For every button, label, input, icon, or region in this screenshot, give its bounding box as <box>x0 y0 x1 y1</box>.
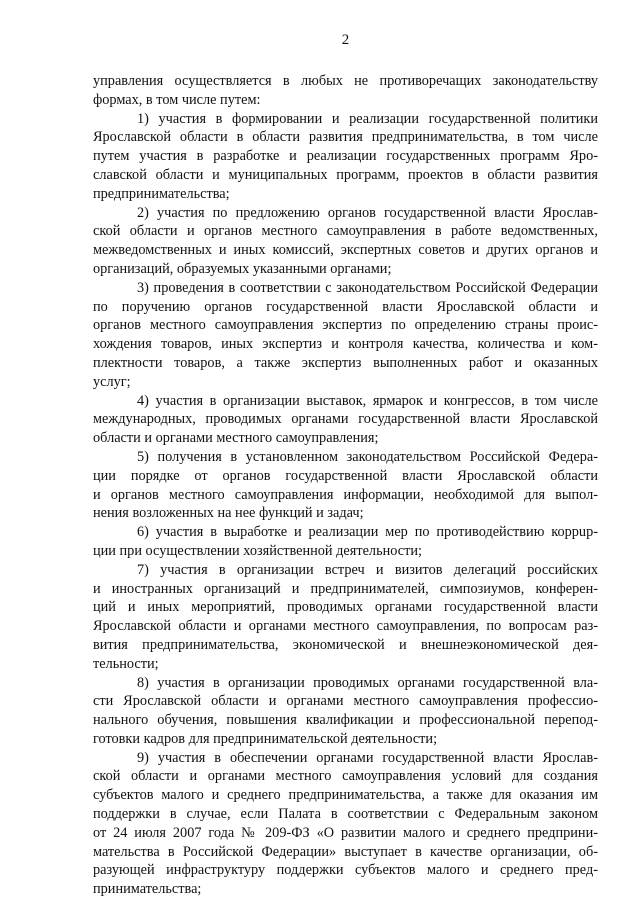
paragraph-line: мательства в Российской Федерации» выступает в качестве организации, об- <box>93 843 598 860</box>
paragraph-line: Ярославской области в области развития предпринимательства, в том числе <box>93 129 598 146</box>
paragraph-line: путем участия в разработке и реализации государственных программ Яро- <box>93 148 598 165</box>
paragraph-line: субъектов малого и среднего предпринимательства, а также для оказания им <box>93 787 598 804</box>
paragraph-line: межведомственных и иных комиссий, экспертных советов и других органов и <box>93 242 598 259</box>
paragraph-line: международных, проводимых органами государственной власти Ярославской <box>93 411 598 428</box>
paragraph-line: и органов местного самоуправления информации, необходимой для выпол- <box>93 486 598 503</box>
paragraph-line: органов местного самоуправления экспертиз по определению страны проис- <box>93 317 598 334</box>
paragraph-line: ской области и органов местного самоуправления в работе ведомственных, <box>93 223 598 240</box>
paragraph-line: принимательства; <box>93 881 202 898</box>
paragraph-line: 6) участия в выработке и реализации мер по противодействию коррup- <box>137 524 598 541</box>
paragraph-line: поддержки в случае, если Палата в соответствии с Федеральным законом <box>93 806 598 823</box>
paragraph-line: 9) участия в обеспечении органами государственной власти Ярослав- <box>137 749 598 766</box>
paragraph-line: по поручению органов государственной власти Ярославской области и <box>93 298 598 315</box>
paragraph-line: предпринимательства; <box>93 185 230 202</box>
paragraph-line: разующей инфраструктуру поддержки субъектов малого и среднего пред- <box>93 862 598 879</box>
document-body <box>93 72 598 899</box>
paragraph-line: 5) получения в установленном законодательством Российской Федера- <box>137 448 598 465</box>
paragraph-line: ций и иных мероприятий, проводимых органами государственной власти <box>93 599 598 616</box>
paragraph-line: ской области и органами местного самоуправления условий для создания <box>93 768 598 785</box>
paragraph-line: славской области и муниципальных программ, проектов в области развития <box>93 166 598 183</box>
paragraph-line: ции порядке от органов государственной власти Ярославской области <box>93 467 598 484</box>
paragraph-line: 1) участия в формировании и реализации государственной политики <box>137 110 598 127</box>
paragraph-line: сти Ярославской области и органами местного самоуправления профессио- <box>93 693 598 710</box>
paragraph-line: 4) участия в организации выставок, ярмарок и конгрессов, в том числе <box>137 392 598 409</box>
paragraph-line: формах, в том числе путем: <box>93 91 261 108</box>
paragraph-line: области и органами местного самоуправления; <box>93 430 379 447</box>
paragraph-line: услуг; <box>93 373 131 390</box>
paragraph-line: нения возложенных на нее функций и задач; <box>93 505 364 522</box>
paragraph-line: хождения товаров, иных экспертиз и контроля качества, количества и ком- <box>93 336 598 353</box>
paragraph-line: управления осуществляется в любых не противоречащих законодательству <box>93 73 598 89</box>
paragraph-line: готовки кадров для предпринимательской деятельности; <box>93 730 438 747</box>
paragraph-line: и иностранных организаций и предпринимателей, симпозиумов, конферен- <box>93 580 598 597</box>
paragraph-line: 3) проведения в соответствии с законодательством Российской Федерации <box>137 279 598 296</box>
paragraph-line: 2) участия по предложению органов государственной власти Ярослав- <box>137 204 598 221</box>
paragraph-line: вития предпринимательства, экономической и внешнеэкономической дея- <box>93 636 598 653</box>
paragraph-line: тельности; <box>93 655 159 672</box>
paragraph-line: 7) участия в организации встреч и визитов делегаций российских <box>137 561 598 578</box>
paragraph-line: плектности товаров, а также экспертиз выполненных работ и оказанных <box>93 354 598 371</box>
paragraph-line: нального обучения, повышения квалификации и профессиональной перепод- <box>93 712 598 729</box>
paragraph-line: организаций, образуемых указанными органами; <box>93 260 392 277</box>
page-number: 2 <box>341 32 350 48</box>
paragraph-line: ции при осуществлении хозяйственной деятельности; <box>93 542 422 559</box>
paragraph-line: Ярославской области и органами местного самоуправления, по вопросам раз- <box>93 618 598 635</box>
paragraph-line: от 24 июля 2007 года № 209-ФЗ «О развитии малого и среднего предприни- <box>93 824 598 841</box>
paragraph-line: 8) участия в организации проводимых органами государственной вла- <box>137 674 598 691</box>
